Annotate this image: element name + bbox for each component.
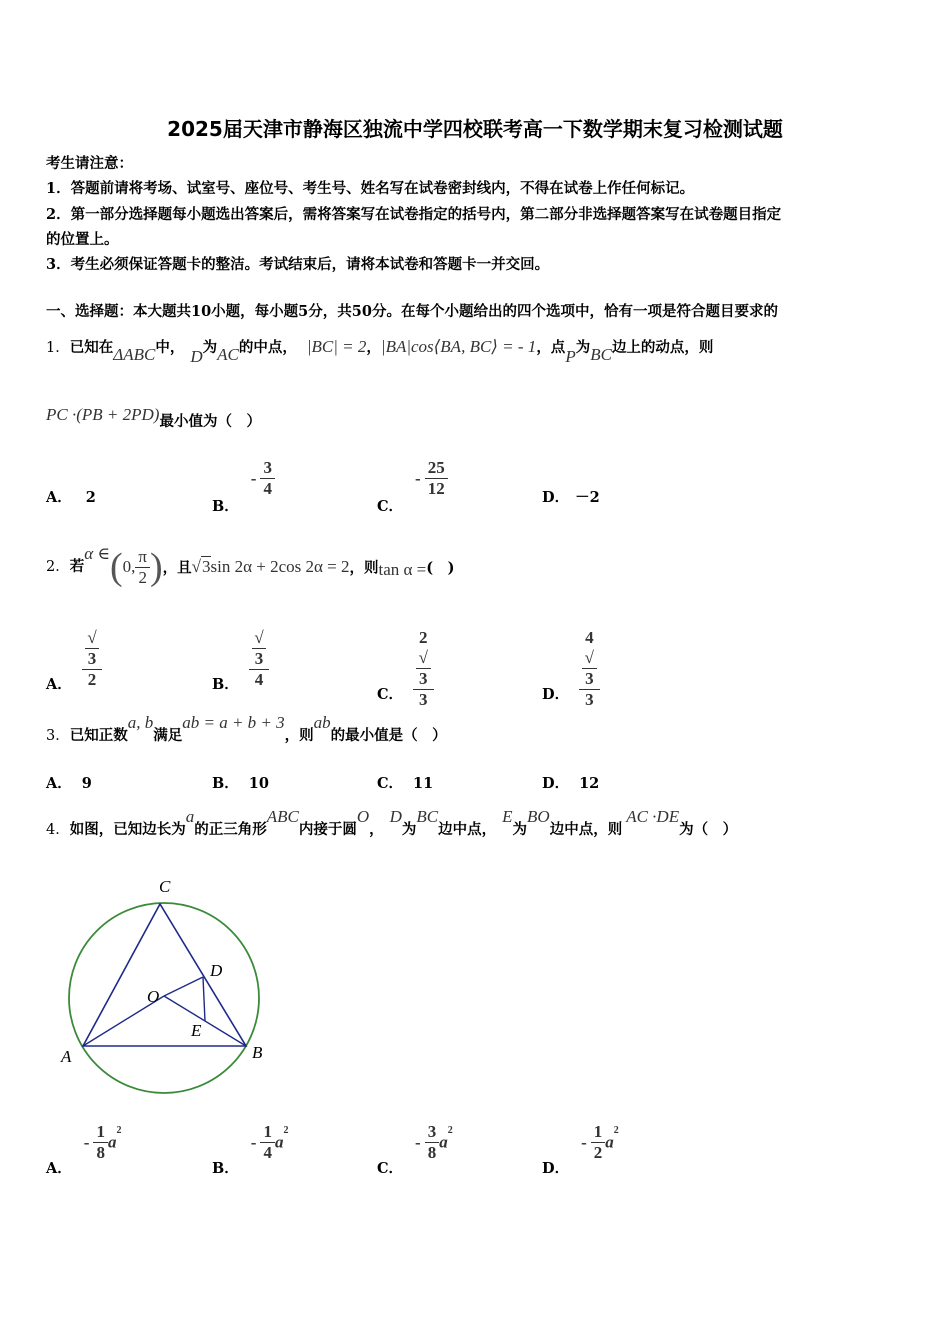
q1-c-fraction: $\frac{25}{12}$	[425, 458, 448, 499]
segment-od	[164, 977, 203, 996]
notice-heading: 考生请注意：	[46, 155, 133, 172]
q2-d-fraction: 4 √ 3 3	[579, 628, 600, 710]
q1-option-a[interactable]: A． 2	[46, 489, 96, 506]
label-a: A	[61, 1047, 72, 1066]
q2-c-fraction: 2 √ 3 3	[413, 628, 434, 710]
question-1-line-1: 1．已知在ΔABC中， D为AC的中点， |BC| = 2，|BA|cos⟨BA, BC⟩ = - 1，点P为BC边上的动点，则	[46, 337, 714, 366]
q4-b-fraction: $\frac{1}{4}$	[260, 1122, 275, 1163]
q4-number: 4．	[46, 822, 70, 838]
q4-option-b[interactable]: B．- $\frac{1}{4}$ $a^2$	[212, 1122, 289, 1177]
label-e: E	[191, 1021, 202, 1040]
q3-number: 3．	[46, 728, 70, 744]
label-c: C	[159, 877, 171, 896]
q4-option-c[interactable]: C．- $\frac{3}{8}$ $a^2$	[377, 1122, 453, 1177]
notice-item-1: 1．答题前请将考场、试室号、座位号、考生号、姓名写在试卷密封线内，不得在试卷上作任何标记。	[46, 180, 695, 197]
question-3-line: 3．已知正数a, b满足ab = a + b + 3，则ab的最小值是（ ）	[46, 713, 447, 744]
question-1-line-2: PC ·(PB + 2PD)最小值为（ ）	[46, 405, 261, 430]
section-heading: 一、选择题：本大题共10小题，每小题5分，共50分。在每个小题给出的四个选项中，恰有一项是符合题目要求的	[46, 303, 778, 320]
q2-b-fraction: √ 3 4	[249, 628, 270, 690]
label-b: B	[252, 1043, 263, 1062]
q4-d-fraction: $\frac{1}{2}$	[591, 1122, 606, 1163]
q2-option-d[interactable]: D． 4 √ 3 3	[542, 628, 600, 710]
q2-option-c[interactable]: C． 2 √ 3 3	[377, 628, 434, 710]
notice-item-2-line-1: 2．第一部分选择题每小题选出答案后，需将答案写在试卷指定的括号内，第二部分非选择题答案写在试卷题目指定	[46, 206, 782, 223]
q1-option-b[interactable]: B．- $\frac{3}{4}$	[212, 458, 275, 499]
q4-a-fraction: $\frac{1}{8}$	[93, 1122, 108, 1163]
q4-c-fraction: $\frac{3}{8}$	[425, 1122, 440, 1163]
q4-option-a[interactable]: A．- $\frac{1}{8}$ $a^2$	[46, 1122, 122, 1177]
question-2-line: 2．若α ∈(0, $\frac{\pi}{2}$ )，且√3sin 2α + 2cos 2α = 2，则tan α =( )	[46, 544, 455, 588]
label-o: O	[147, 987, 160, 1006]
circumcircle	[69, 903, 259, 1093]
segment-de	[203, 977, 205, 1021]
q2-a-fraction: √ 3 2	[82, 628, 103, 690]
q1-option-d[interactable]: D． －2	[542, 489, 600, 506]
q4-triangle-figure	[55, 870, 270, 1100]
q3-option-b[interactable]: B． 10	[212, 775, 269, 792]
q1-option-c[interactable]: C．- $\frac{25}{12}$	[377, 458, 448, 499]
notice-item-3: 3．考生必须保证答题卡的整洁。考试结束后，请将本试卷和答题卡一并交回。	[46, 256, 550, 273]
q4-option-d[interactable]: D．- $\frac{1}{2}$ $a^2$	[542, 1122, 619, 1177]
question-4-line: 4．如图，已知边长为a的正三角形ABC内接于圆O，D为BC边中点，E为BO边中点，则AC ·DE为（ ）	[46, 807, 738, 838]
q1-number: 1．	[46, 340, 70, 356]
label-d: D	[210, 961, 223, 980]
q3-option-a[interactable]: A． 9	[46, 775, 92, 792]
q3-option-c[interactable]: C． 11	[377, 775, 434, 792]
q3-option-d[interactable]: D． 12	[542, 775, 600, 792]
q2-option-b[interactable]: B． √ 3 4	[212, 628, 269, 690]
q2-number: 2．	[46, 559, 70, 575]
notice-item-2-line-2: 的位置上。	[46, 231, 119, 248]
q2-pi-fraction: $\frac{\pi}{2}$	[135, 547, 150, 588]
q1-b-fraction: $\frac{3}{4}$	[260, 458, 275, 499]
page-title: 2025届天津市静海区独流中学四校联考高一下数学期末复习检测试题	[167, 117, 783, 141]
q2-option-a[interactable]: A． √ 3 2	[46, 628, 102, 690]
